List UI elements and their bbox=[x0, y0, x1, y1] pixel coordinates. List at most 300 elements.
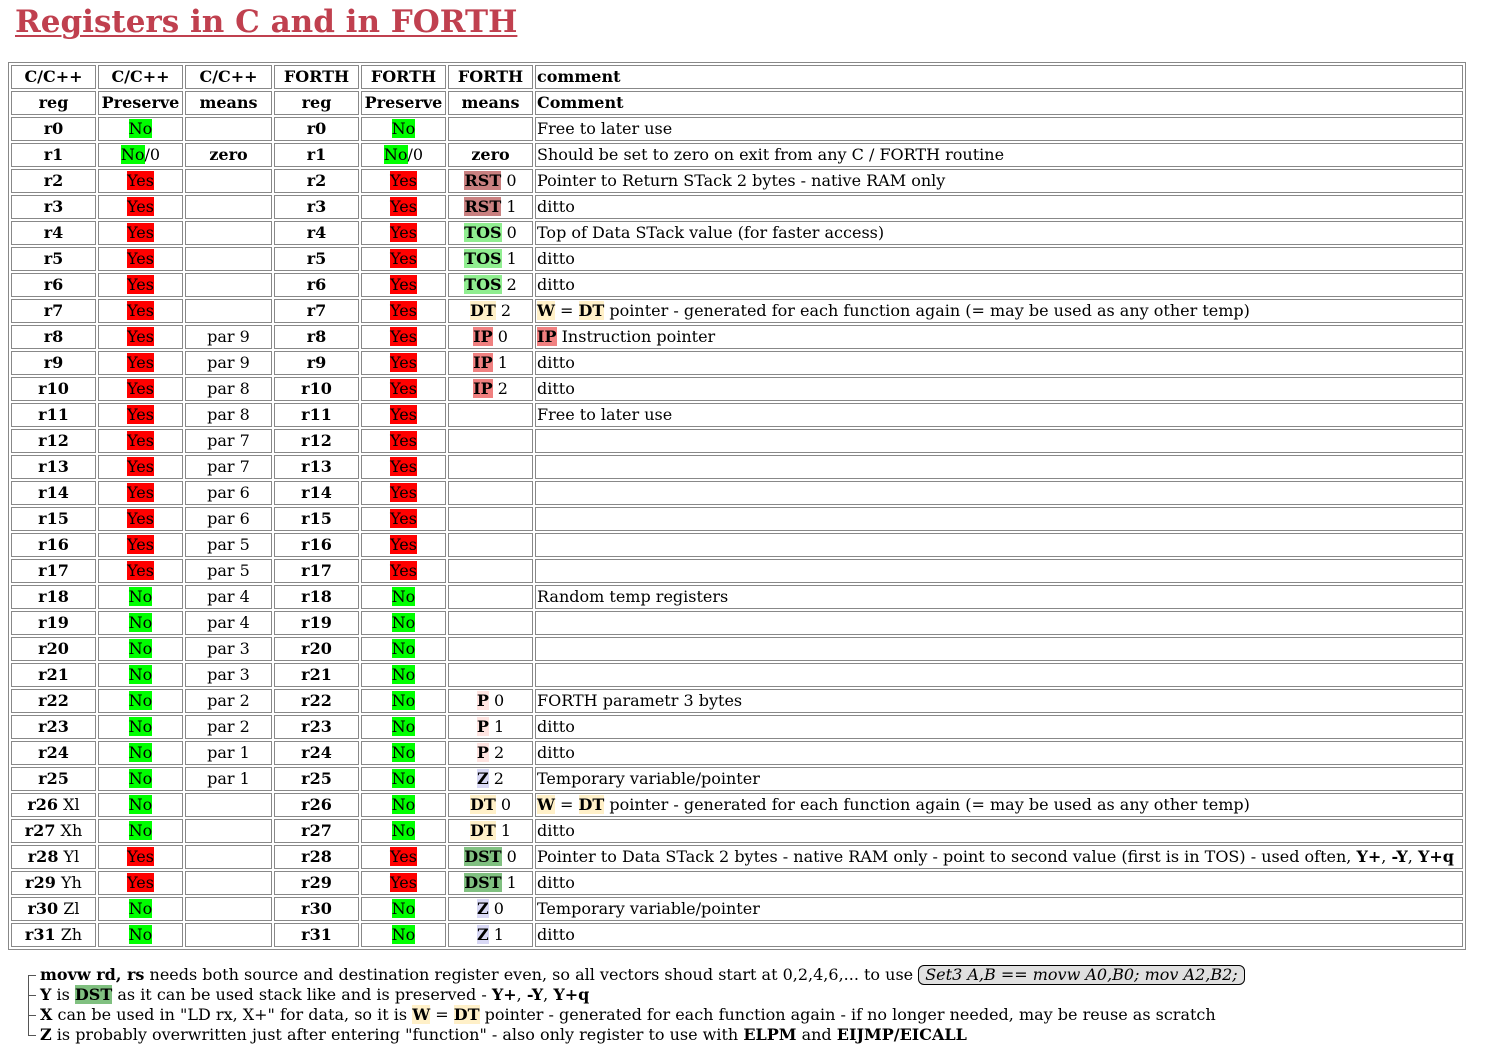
preserve-cell bbox=[98, 195, 183, 219]
table-row bbox=[11, 429, 1463, 453]
preserve-cell bbox=[98, 741, 183, 765]
f-reg-cell: r14 bbox=[274, 481, 359, 505]
table-row bbox=[11, 377, 1463, 401]
comment-cell bbox=[535, 689, 1463, 713]
header-f-means: FORTH bbox=[448, 65, 533, 89]
table-row bbox=[11, 221, 1463, 245]
preserve-cell bbox=[98, 273, 183, 297]
tag-ip: IP bbox=[473, 379, 493, 398]
c-reg-name: r20 bbox=[38, 639, 69, 658]
preserve-yes: Yes bbox=[390, 223, 417, 242]
preserve-no: No bbox=[391, 899, 416, 918]
preserve-no: No bbox=[383, 145, 408, 164]
tag-ip: IP bbox=[473, 353, 493, 372]
tag-dt: DT bbox=[453, 1005, 480, 1024]
preserve-cell bbox=[361, 533, 446, 557]
comment-cell bbox=[535, 325, 1463, 349]
table-row bbox=[11, 689, 1463, 713]
comment-cell bbox=[535, 767, 1463, 791]
f-reg-cell: r8 bbox=[274, 325, 359, 349]
c-means-cell: par 4 bbox=[185, 585, 272, 609]
table-row bbox=[11, 663, 1463, 687]
comment-cell bbox=[535, 585, 1463, 609]
comment-cell bbox=[535, 533, 1463, 557]
f-reg-cell: r11 bbox=[274, 403, 359, 427]
f-means-cell bbox=[448, 689, 533, 713]
c-means-cell: par 9 bbox=[185, 325, 272, 349]
tag-dt: DT bbox=[469, 821, 496, 840]
text-segment: needs both source and destination register even, so all vectors shoud start at 0,2,4,6,... to use bbox=[144, 965, 919, 984]
c-reg-name: r5 bbox=[43, 249, 64, 268]
preserve-no: No bbox=[120, 145, 145, 164]
preserve-cell bbox=[361, 897, 446, 921]
c-reg-name: r18 bbox=[38, 587, 69, 606]
f-means-cell bbox=[448, 585, 533, 609]
preserve-yes: Yes bbox=[127, 457, 154, 476]
c-means-cell bbox=[185, 273, 272, 297]
c-means-cell bbox=[185, 221, 272, 245]
comment-cell bbox=[535, 169, 1463, 193]
preserve-cell bbox=[98, 637, 183, 661]
c-means-cell bbox=[185, 247, 272, 271]
subheader-f-preserve: Preserve bbox=[361, 91, 446, 115]
c-reg-alias: Yl bbox=[63, 847, 80, 866]
f-means-cell bbox=[448, 247, 533, 271]
c-reg-name: r8 bbox=[43, 327, 64, 346]
c-means-cell: par 6 bbox=[185, 507, 272, 531]
preserve-cell bbox=[98, 299, 183, 323]
text-segment: Temporary variable/pointer bbox=[537, 899, 760, 918]
header-c-reg: C/C++ bbox=[11, 65, 96, 89]
preserve-yes: Yes bbox=[127, 223, 154, 242]
f-reg-cell: r10 bbox=[274, 377, 359, 401]
preserve-cell bbox=[361, 299, 446, 323]
text-segment: ditto bbox=[537, 821, 575, 840]
preserve-cell bbox=[361, 221, 446, 245]
f-means-cell bbox=[448, 741, 533, 765]
f-means-cell bbox=[448, 455, 533, 479]
f-means-cell bbox=[448, 325, 533, 349]
preserve-no: No bbox=[128, 743, 153, 762]
preserve-cell bbox=[98, 403, 183, 427]
f-means-cell bbox=[448, 767, 533, 791]
tag-ip: IP bbox=[473, 327, 493, 346]
f-means-cell bbox=[448, 377, 533, 401]
preserve-cell bbox=[98, 793, 183, 817]
f-reg-cell: r12 bbox=[274, 429, 359, 453]
preserve-cell bbox=[361, 195, 446, 219]
text-segment: Temporary variable/pointer bbox=[537, 769, 760, 788]
c-means-cell bbox=[185, 845, 272, 869]
c-reg-name: r7 bbox=[43, 301, 64, 320]
comment-cell bbox=[535, 845, 1463, 869]
header-c-means: C/C++ bbox=[185, 65, 272, 89]
c-means-cell bbox=[185, 195, 272, 219]
preserve-yes: Yes bbox=[390, 873, 417, 892]
c-reg-name: r2 bbox=[43, 171, 64, 190]
c-reg-cell bbox=[11, 923, 96, 947]
preserve-cell bbox=[361, 793, 446, 817]
c-reg-cell bbox=[11, 455, 96, 479]
c-means-cell: par 5 bbox=[185, 533, 272, 557]
text-segment: Free to later use bbox=[537, 119, 673, 138]
comment-cell bbox=[535, 507, 1463, 531]
preserve-no: No bbox=[391, 743, 416, 762]
text-segment: pointer - generated for each function again (= may be used as any other temp) bbox=[604, 795, 1250, 814]
c-reg-name: r10 bbox=[38, 379, 69, 398]
f-means-cell bbox=[448, 143, 533, 167]
comment-cell bbox=[535, 117, 1463, 141]
comment-cell bbox=[535, 143, 1463, 167]
comment-cell bbox=[535, 871, 1463, 895]
c-reg-cell bbox=[11, 429, 96, 453]
preserve-cell bbox=[361, 507, 446, 531]
tag-tos: TOS bbox=[464, 249, 502, 268]
f-reg-cell: r5 bbox=[274, 247, 359, 271]
c-reg-cell bbox=[11, 299, 96, 323]
byte-index: 1 bbox=[500, 821, 512, 840]
c-reg-cell bbox=[11, 689, 96, 713]
f-means-cell bbox=[448, 507, 533, 531]
table-row bbox=[11, 169, 1463, 193]
c-reg-name: r11 bbox=[38, 405, 69, 424]
preserve-cell bbox=[98, 169, 183, 193]
text-segment: pointer - generated for each function again - if no longer needed, may be reuse as scratch bbox=[479, 1005, 1216, 1024]
f-reg-cell: r7 bbox=[274, 299, 359, 323]
preserve-cell bbox=[361, 819, 446, 843]
text-segment: Should be set to zero on exit from any C / FORTH routine bbox=[537, 145, 1005, 164]
preserve-no: No bbox=[391, 925, 416, 944]
text-segment: Free to later use bbox=[537, 405, 673, 424]
preserve-yes: Yes bbox=[127, 405, 154, 424]
f-reg-cell: r26 bbox=[274, 793, 359, 817]
c-means-cell bbox=[185, 897, 272, 921]
preserve-cell bbox=[98, 221, 183, 245]
c-reg-cell bbox=[11, 507, 96, 531]
comment-cell bbox=[535, 429, 1463, 453]
bold-text: Y+q bbox=[553, 985, 590, 1004]
f-means-cell bbox=[448, 221, 533, 245]
preserve-cell bbox=[361, 715, 446, 739]
preserve-yes: Yes bbox=[390, 457, 417, 476]
comment-cell bbox=[535, 377, 1463, 401]
preserve-cell bbox=[361, 455, 446, 479]
c-reg-cell bbox=[11, 715, 96, 739]
f-means-cell bbox=[448, 845, 533, 869]
c-reg-cell bbox=[11, 793, 96, 817]
table-row bbox=[11, 741, 1463, 765]
byte-index: 1 bbox=[506, 197, 517, 216]
preserve-cell bbox=[361, 143, 446, 167]
preserve-cell bbox=[98, 767, 183, 791]
c-means-cell: par 7 bbox=[185, 455, 272, 479]
c-reg-name: r21 bbox=[38, 665, 69, 684]
c-means-cell bbox=[185, 819, 272, 843]
preserve-cell bbox=[361, 273, 446, 297]
c-reg-name: r13 bbox=[38, 457, 69, 476]
preserve-yes: Yes bbox=[127, 873, 154, 892]
f-means-cell bbox=[448, 429, 533, 453]
c-reg-alias: Zl bbox=[63, 899, 80, 918]
preserve-yes: Yes bbox=[127, 431, 154, 450]
f-reg-cell: r30 bbox=[274, 897, 359, 921]
preserve-yes: Yes bbox=[390, 561, 417, 580]
f-means-cell bbox=[448, 351, 533, 375]
c-reg-name: r30 bbox=[27, 899, 59, 918]
text-segment: Instruction pointer bbox=[556, 327, 716, 346]
preserve-cell bbox=[361, 559, 446, 583]
preserve-cell bbox=[98, 377, 183, 401]
tag-p: P bbox=[476, 743, 489, 762]
c-means-cell: par 7 bbox=[185, 429, 272, 453]
byte-index: 1 bbox=[493, 717, 505, 736]
f-reg-cell: r17 bbox=[274, 559, 359, 583]
note-item bbox=[26, 985, 1245, 1005]
c-means-cell bbox=[185, 299, 272, 323]
subheader-c-preserve: Preserve bbox=[98, 91, 183, 115]
preserve-no: No bbox=[128, 795, 153, 814]
table-row bbox=[11, 143, 1463, 167]
preserve-cell bbox=[98, 819, 183, 843]
preserve-cell bbox=[98, 871, 183, 895]
preserve-cell bbox=[98, 455, 183, 479]
byte-index: 0 bbox=[493, 691, 505, 710]
byte-index: 0 bbox=[506, 223, 517, 242]
c-means-cell: par 2 bbox=[185, 715, 272, 739]
preserve-no: No bbox=[391, 119, 416, 138]
text-segment: ditto bbox=[537, 197, 575, 216]
c-means-cell: par 3 bbox=[185, 637, 272, 661]
c-reg-cell bbox=[11, 247, 96, 271]
page-title: Registers in C and in FORTH bbox=[15, 4, 518, 40]
comment-cell bbox=[535, 455, 1463, 479]
c-reg-cell bbox=[11, 195, 96, 219]
c-means-cell: par 4 bbox=[185, 611, 272, 635]
text-segment: FORTH parametr 3 bytes bbox=[537, 691, 743, 710]
f-reg-cell: r18 bbox=[274, 585, 359, 609]
header-f-preserve: FORTH bbox=[361, 65, 446, 89]
text-segment: = bbox=[430, 1005, 454, 1024]
c-reg-name: r0 bbox=[43, 119, 64, 138]
preserve-yes: Yes bbox=[390, 275, 417, 294]
f-means-text: zero bbox=[471, 145, 510, 164]
tag-p: P bbox=[476, 691, 489, 710]
byte-index: 1 bbox=[493, 925, 504, 944]
preserve-cell bbox=[98, 845, 183, 869]
c-means-cell bbox=[185, 169, 272, 193]
table-row bbox=[11, 117, 1463, 141]
text-segment: is bbox=[51, 985, 75, 1004]
preserve-cell bbox=[361, 403, 446, 427]
preserve-no: No bbox=[128, 899, 153, 918]
subheader-c-means: means bbox=[185, 91, 272, 115]
preserve-no: No bbox=[391, 587, 416, 606]
text-segment: Pointer to Return STack 2 bytes - native RAM only bbox=[537, 171, 946, 190]
tag-tos: TOS bbox=[464, 223, 502, 242]
byte-index: 2 bbox=[497, 379, 508, 398]
header-c-preserve: C/C++ bbox=[98, 65, 183, 89]
c-reg-name: r29 bbox=[25, 873, 56, 892]
comment-cell bbox=[535, 741, 1463, 765]
subheader-f-reg: reg bbox=[274, 91, 359, 115]
preserve-yes: Yes bbox=[127, 353, 154, 372]
c-means-cell: par 5 bbox=[185, 559, 272, 583]
c-reg-name: r22 bbox=[38, 691, 69, 710]
c-reg-cell bbox=[11, 351, 96, 375]
c-reg-name: r17 bbox=[38, 561, 69, 580]
note-item bbox=[26, 1005, 1245, 1025]
text-segment: , bbox=[543, 985, 554, 1004]
text-segment: Random temp registers bbox=[537, 587, 729, 606]
c-means-cell: par 3 bbox=[185, 663, 272, 687]
f-means-cell bbox=[448, 715, 533, 739]
preserve-cell bbox=[98, 143, 183, 167]
comment-cell bbox=[535, 195, 1463, 219]
c-reg-name: r28 bbox=[27, 847, 59, 866]
header-row-1 bbox=[11, 65, 1463, 89]
note-item bbox=[26, 1025, 1245, 1045]
c-reg-alias: Yh bbox=[60, 873, 82, 892]
f-reg-cell: r23 bbox=[274, 715, 359, 739]
preserve-cell bbox=[98, 325, 183, 349]
f-means-cell bbox=[448, 611, 533, 635]
table-row bbox=[11, 247, 1463, 271]
f-reg-cell: r25 bbox=[274, 767, 359, 791]
tag-w: W bbox=[412, 1005, 431, 1024]
table-row bbox=[11, 351, 1463, 375]
comment-cell bbox=[535, 273, 1463, 297]
comment-cell bbox=[535, 611, 1463, 635]
preserve-no: No bbox=[391, 821, 416, 840]
f-means-cell bbox=[448, 871, 533, 895]
table-row bbox=[11, 325, 1463, 349]
c-reg-name: r6 bbox=[43, 275, 64, 294]
preserve-no: No bbox=[128, 769, 153, 788]
table-row bbox=[11, 923, 1463, 947]
text-segment: ditto bbox=[537, 379, 575, 398]
comment-cell bbox=[535, 819, 1463, 843]
preserve-cell bbox=[361, 689, 446, 713]
c-means-cell bbox=[185, 871, 272, 895]
preserve-cell bbox=[98, 715, 183, 739]
preserve-yes: Yes bbox=[390, 327, 417, 346]
preserve-yes: Yes bbox=[127, 847, 154, 866]
c-reg-name: r19 bbox=[38, 613, 69, 632]
c-reg-cell bbox=[11, 663, 96, 687]
text-segment: Top of Data STack value (for faster access) bbox=[537, 223, 885, 242]
header-row-2 bbox=[11, 91, 1463, 115]
preserve-cell bbox=[98, 689, 183, 713]
c-means-cell: par 6 bbox=[185, 481, 272, 505]
preserve-no: No bbox=[391, 717, 416, 736]
preserve-cell bbox=[361, 377, 446, 401]
c-reg-name: r16 bbox=[38, 535, 69, 554]
byte-index: 1 bbox=[506, 873, 517, 892]
table-row bbox=[11, 455, 1463, 479]
preserve-no: No bbox=[128, 925, 153, 944]
bold-text: -Y bbox=[1391, 847, 1408, 866]
subheader-f-means: means bbox=[448, 91, 533, 115]
f-means-cell bbox=[448, 793, 533, 817]
byte-index: 0 bbox=[497, 327, 508, 346]
preserve-cell bbox=[98, 481, 183, 505]
preserve-no: No bbox=[391, 795, 416, 814]
preserve-cell bbox=[361, 117, 446, 141]
c-reg-cell bbox=[11, 819, 96, 843]
c-reg-cell bbox=[11, 897, 96, 921]
preserve-yes: Yes bbox=[390, 483, 417, 502]
byte-index: 2 bbox=[506, 275, 517, 294]
preserve-no: No bbox=[128, 613, 153, 632]
tag-dst: DST bbox=[74, 985, 113, 1004]
preserve-yes: Yes bbox=[127, 249, 154, 268]
f-means-cell bbox=[448, 663, 533, 687]
table-row bbox=[11, 793, 1463, 817]
bold-text: movw rd, rs bbox=[40, 965, 145, 984]
preserve-cell bbox=[361, 429, 446, 453]
f-reg-cell: r27 bbox=[274, 819, 359, 843]
bold-text: X bbox=[40, 1005, 53, 1024]
f-means-cell bbox=[448, 637, 533, 661]
c-reg-alias: Xl bbox=[63, 795, 80, 814]
preserve-yes: Yes bbox=[127, 275, 154, 294]
f-reg-cell: r29 bbox=[274, 871, 359, 895]
preserve-no: No bbox=[128, 587, 153, 606]
preserve-yes: Yes bbox=[127, 327, 154, 346]
c-means-cell bbox=[185, 793, 272, 817]
register-table bbox=[8, 62, 1466, 950]
text-segment: ditto bbox=[537, 873, 575, 892]
comment-cell bbox=[535, 247, 1463, 271]
tag-z: Z bbox=[477, 769, 489, 788]
tag-z: Z bbox=[477, 925, 489, 944]
f-reg-cell: r20 bbox=[274, 637, 359, 661]
text-segment: pointer - generated for each function again (= may be used as any other temp) bbox=[604, 301, 1250, 320]
preserve-cell bbox=[98, 923, 183, 947]
preserve-cell bbox=[98, 663, 183, 687]
preserve-cell bbox=[361, 585, 446, 609]
table-row bbox=[11, 195, 1463, 219]
byte-index: 2 bbox=[500, 301, 512, 320]
c-reg-cell bbox=[11, 117, 96, 141]
preserve-yes: Yes bbox=[390, 249, 417, 268]
f-reg-cell: r24 bbox=[274, 741, 359, 765]
table-row bbox=[11, 715, 1463, 739]
preserve-yes: Yes bbox=[127, 379, 154, 398]
f-means-cell bbox=[448, 299, 533, 323]
comment-cell bbox=[535, 299, 1463, 323]
f-reg-cell: r31 bbox=[274, 923, 359, 947]
text-segment: , bbox=[516, 985, 527, 1004]
preserve-no: No bbox=[391, 613, 416, 632]
preserve-no: No bbox=[128, 821, 153, 840]
c-means-cell: par 8 bbox=[185, 377, 272, 401]
bold-text: Z bbox=[40, 1025, 52, 1044]
text-segment: Pointer to Data STack 2 bytes - native RAM only - point to second value (first is in TOS) - used often, bbox=[537, 847, 1357, 866]
table-row bbox=[11, 403, 1463, 427]
preserve-cell bbox=[361, 481, 446, 505]
preserve-cell bbox=[98, 117, 183, 141]
bold-text: Y+ bbox=[1356, 847, 1382, 866]
table-row bbox=[11, 845, 1463, 869]
preserve-cell bbox=[98, 507, 183, 531]
preserve-yes: Yes bbox=[127, 301, 154, 320]
preserve-no: No bbox=[128, 691, 153, 710]
table-row bbox=[11, 533, 1463, 557]
c-reg-name: r12 bbox=[38, 431, 69, 450]
comment-cell bbox=[535, 481, 1463, 505]
preserve-yes: Yes bbox=[127, 509, 154, 528]
